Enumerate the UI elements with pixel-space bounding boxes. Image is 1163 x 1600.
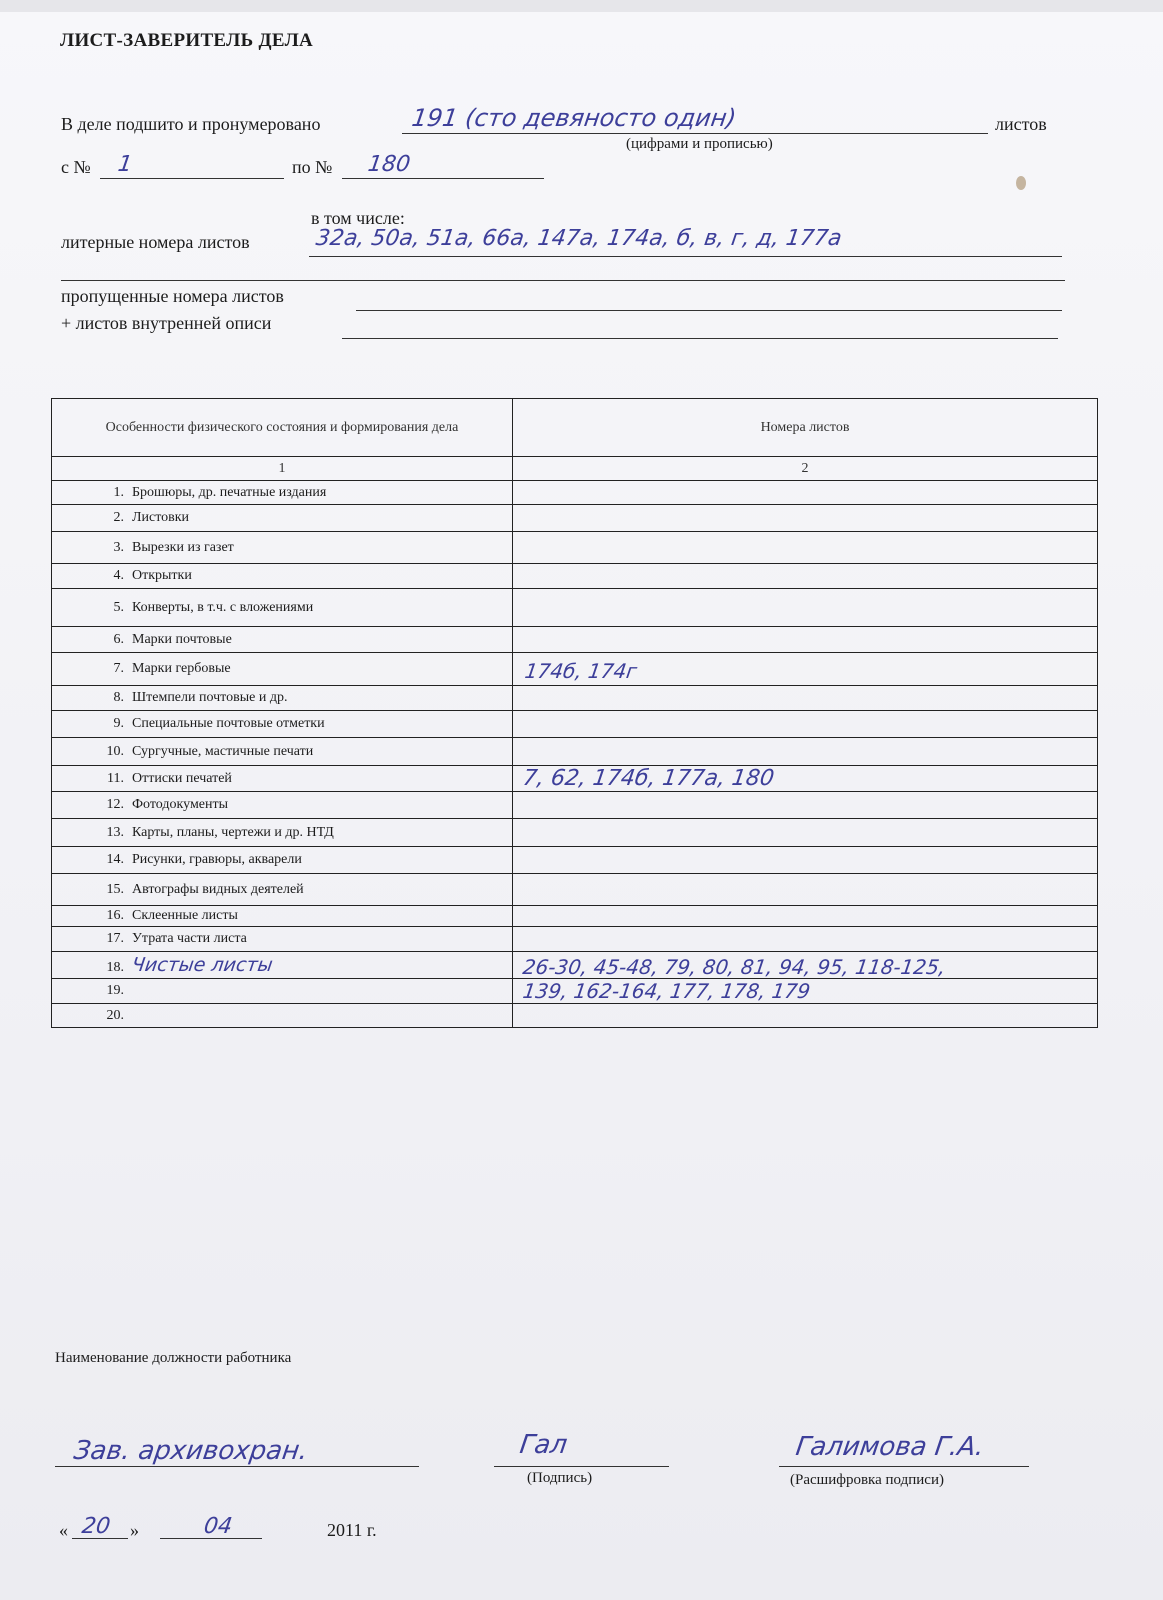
row-value [513, 481, 1098, 505]
row-label [52, 927, 513, 952]
row-value [513, 564, 1098, 589]
row-label [52, 874, 513, 906]
position-underline [55, 1466, 419, 1467]
row-number: 6. [113, 631, 124, 647]
row-text: Листовки [132, 510, 190, 525]
date-year: 2011 г. [327, 1520, 377, 1540]
row-value [513, 766, 1098, 792]
table-row [52, 627, 1098, 653]
sheet-count-suffix: листов [995, 114, 1047, 134]
date-close-quote: » [130, 1520, 139, 1540]
row-label [52, 766, 513, 792]
table-row [52, 711, 1098, 738]
inventory-underline [342, 338, 1058, 339]
sheet-count-caption: (цифрами и прописью) [626, 136, 773, 152]
row-label [52, 686, 513, 711]
table-row [52, 874, 1098, 906]
table-row [52, 766, 1098, 792]
row-value [513, 792, 1098, 819]
row-number: 2. [113, 510, 124, 525]
row-number: 20. [106, 1007, 124, 1023]
row-number: 3. [113, 539, 124, 555]
row-number: 17. [106, 931, 124, 946]
row-text: Марки гербовые [132, 661, 231, 676]
letter-numbers-label: литерные номера листов [61, 232, 250, 252]
row-value [513, 532, 1098, 564]
row-text: Автографы видных деятелей [132, 881, 304, 897]
letter-numbers-underline [309, 256, 1062, 257]
table-row [52, 952, 1098, 979]
row-text: Вырезки из газет [132, 539, 234, 555]
row-number: 8. [113, 690, 124, 705]
missing-numbers-underline [356, 310, 1062, 311]
table-row [52, 686, 1098, 711]
row-label [52, 819, 513, 847]
signature-underline [494, 1466, 669, 1467]
row-value [513, 847, 1098, 874]
row-label [52, 738, 513, 766]
table-header-sheet-numbers: Номера листов [513, 399, 1098, 457]
row-number: 4. [113, 568, 124, 583]
table-row [52, 532, 1098, 564]
table-col-number-2: 2 [513, 457, 1098, 481]
row-number: 9. [113, 716, 124, 731]
date-month-underline [160, 1538, 262, 1539]
missing-numbers-label: пропущенные номера листов [61, 286, 284, 306]
row-number: 19. [106, 983, 124, 998]
letter-numbers-value: 32а, 50а, 51а, 66а, 147а, 174а, б, в, г, д, 177а [314, 226, 844, 251]
top-edge [0, 0, 1163, 12]
row-text: Марки почтовые [132, 631, 232, 647]
row-number: 1. [113, 484, 124, 500]
table-header-features [52, 399, 513, 457]
row-text: Брошюры, др. печатные издания [132, 484, 327, 500]
from-label: с № [61, 157, 91, 177]
row-label [52, 505, 513, 532]
to-value: 180 [366, 152, 412, 177]
row-value [513, 952, 1098, 979]
row-number: 7. [113, 661, 124, 676]
date-day-underline [72, 1538, 128, 1539]
table-header-features-text: Особенности физического состояния и формирования дела [105, 419, 459, 435]
row-value [513, 819, 1098, 847]
row-label [52, 847, 513, 874]
row-text: Карты, планы, чертежи и др. НТД [132, 824, 334, 840]
table-row [52, 653, 1098, 686]
table-row [52, 564, 1098, 589]
row-text: Конверты, в т.ч. с вложениями [132, 599, 314, 615]
row-label [52, 532, 513, 564]
table-row [52, 979, 1098, 1004]
paper-stain [1016, 176, 1026, 190]
sheet-count-label: В деле подшито и пронумеровано [61, 114, 321, 134]
row-text: Склеенные листы [132, 908, 238, 923]
row-value [513, 686, 1098, 711]
row-number: 14. [106, 852, 124, 867]
position-value: Зав. архивохран. [71, 1436, 310, 1466]
table-row [52, 481, 1098, 505]
inventory-label: + листов внутренней описи [61, 313, 272, 333]
row-value-handwritten: 174б, 174г [523, 659, 639, 683]
signature-caption: (Подпись) [527, 1470, 593, 1486]
to-underline [342, 178, 544, 179]
date-day: 20 [80, 1514, 112, 1539]
signature-decode-underline [779, 1466, 1029, 1467]
row-number: 10. [106, 743, 124, 759]
row-value [513, 1004, 1098, 1028]
row-number: 12. [106, 797, 124, 812]
row-value [513, 874, 1098, 906]
row-label [52, 627, 513, 653]
table-col-number-1: 1 [52, 457, 513, 481]
including-label: в том числе: [311, 208, 405, 228]
row-number: 11. [107, 770, 124, 786]
row-label [52, 589, 513, 627]
row-number: 15. [106, 881, 124, 897]
row-value [513, 505, 1098, 532]
from-underline [100, 178, 284, 179]
row-value [513, 589, 1098, 627]
letter-numbers-underline-2 [61, 280, 1065, 281]
from-value: 1 [116, 152, 134, 177]
row-value [513, 711, 1098, 738]
row-value-handwritten: 139, 162-164, 177, 178, 179 [521, 979, 812, 1003]
row-text: Открытки [132, 568, 192, 583]
row-label [52, 792, 513, 819]
signature-decode-value: Галимова Г.А. [793, 1432, 986, 1462]
table-row [52, 927, 1098, 952]
row-label [52, 979, 513, 1004]
position-label: Наименование должности работника [55, 1350, 292, 1366]
row-label [52, 564, 513, 589]
table-row [52, 847, 1098, 874]
table-row [52, 589, 1098, 627]
table-row [52, 792, 1098, 819]
sheet-count-value: 191 (сто девяносто один) [410, 104, 738, 132]
physical-state-table [51, 398, 1098, 1028]
row-label [52, 1004, 513, 1028]
row-text: Утрата части листа [132, 931, 247, 946]
date-open-quote: « [59, 1520, 68, 1540]
sheet-count-underline [402, 133, 988, 134]
row-number: 18. [106, 960, 124, 975]
to-label: по № [292, 157, 333, 177]
table-row [52, 819, 1098, 847]
row-text: Специальные почтовые отметки [132, 716, 325, 731]
row-value [513, 627, 1098, 653]
row-text: Фотодокументы [132, 797, 229, 812]
row-text: Штемпели почтовые и др. [132, 690, 288, 705]
row-value [513, 906, 1098, 927]
row-text-handwritten: Чистые листы [130, 954, 275, 976]
row-value [513, 653, 1098, 686]
row-value-handwritten: 26-30, 45-48, 79, 80, 81, 94, 95, 118-125, [521, 955, 948, 979]
row-label [52, 711, 513, 738]
table-row [52, 505, 1098, 532]
row-text: Рисунки, гравюры, акварели [132, 852, 302, 867]
row-label [52, 653, 513, 686]
row-value [513, 927, 1098, 952]
table-row [52, 738, 1098, 766]
row-number: 5. [113, 599, 124, 615]
signature-decode-caption: (Расшифровка подписи) [790, 1472, 944, 1488]
signature-value: Гал [517, 1430, 570, 1460]
row-number: 16. [106, 908, 124, 923]
row-number: 13. [106, 824, 124, 840]
document-title: ЛИСТ-ЗАВЕРИТЕЛЬ ДЕЛА [60, 30, 314, 51]
table-row [52, 906, 1098, 927]
table-row [52, 1004, 1098, 1028]
date-month: 04 [202, 1514, 234, 1539]
row-text: Сургучные, мастичные печати [132, 743, 314, 759]
row-label [52, 481, 513, 505]
row-value [513, 738, 1098, 766]
row-value-handwritten: 7, 62, 174б, 177а, 180 [521, 766, 776, 791]
row-value [513, 979, 1098, 1004]
row-label [52, 906, 513, 927]
row-label [52, 952, 513, 979]
row-text: Оттиски печатей [132, 770, 232, 786]
